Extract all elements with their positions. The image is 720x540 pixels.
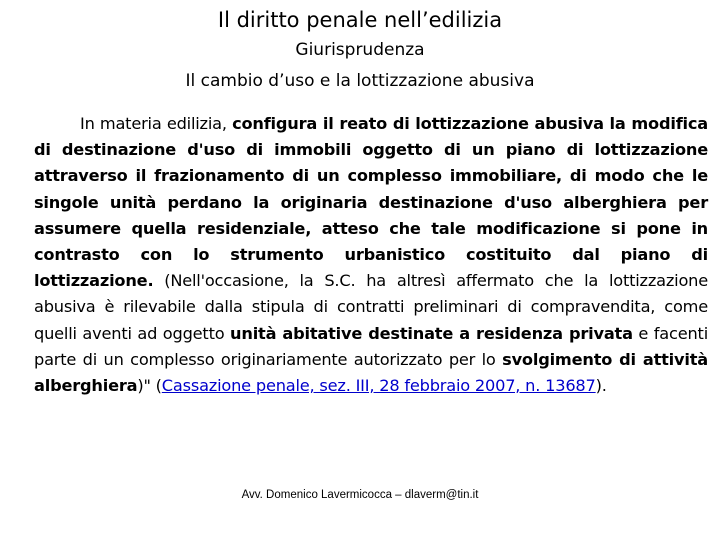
slide-subtitle: Giurisprudenza <box>295 40 425 60</box>
body-main-statement: configura il reato di lottizzazione abusiva la modifica di destinazione d'uso di immobili oggetto di un piano di lottizzazione attraverso il frazionamento di un complesso immobiliare, di modo che le singole unità perdano la originaria destinazione d'uso alberghiera per assumere quella residenziale, atteso che tale modificazione si pone in contrasto con lo strumento urbanistico costituito dal piano di lottizzazione. <box>34 114 709 291</box>
body-note-text-3: )" ( <box>137 376 162 396</box>
body-intro-text: In materia edilizia, <box>80 114 233 133</box>
author-footer: Avv. Domenico Lavermicocca – dlaverm@tin.it <box>241 489 479 501</box>
body-emphasis-hotel: svolgimento di attività alberghiera <box>34 349 708 396</box>
section-heading: Il cambio d’uso e la lottizzazione abusiva <box>185 71 535 91</box>
body-note-text-2: e facenti parte di un complesso originariamente autorizzato per lo <box>34 323 708 369</box>
body-paragraph <box>34 111 708 399</box>
case-citation-link[interactable]: Cassazione penale, sez. III, 28 febbraio 2007, n. 13687 <box>161 376 596 396</box>
body-note-text: (Nell'occasione, la S.C. ha altresì affermato che la lottizzazione abusiva è rilevabile dalla stipula di contratti preliminari di compravendita, come quelli aventi ad oggetto <box>34 271 708 343</box>
slide-title: Il diritto penale nell’edilizia <box>217 8 503 32</box>
body-closing-text: ). <box>595 376 607 396</box>
body-emphasis-residential: unità abitative destinate a residenza privata <box>230 323 633 343</box>
